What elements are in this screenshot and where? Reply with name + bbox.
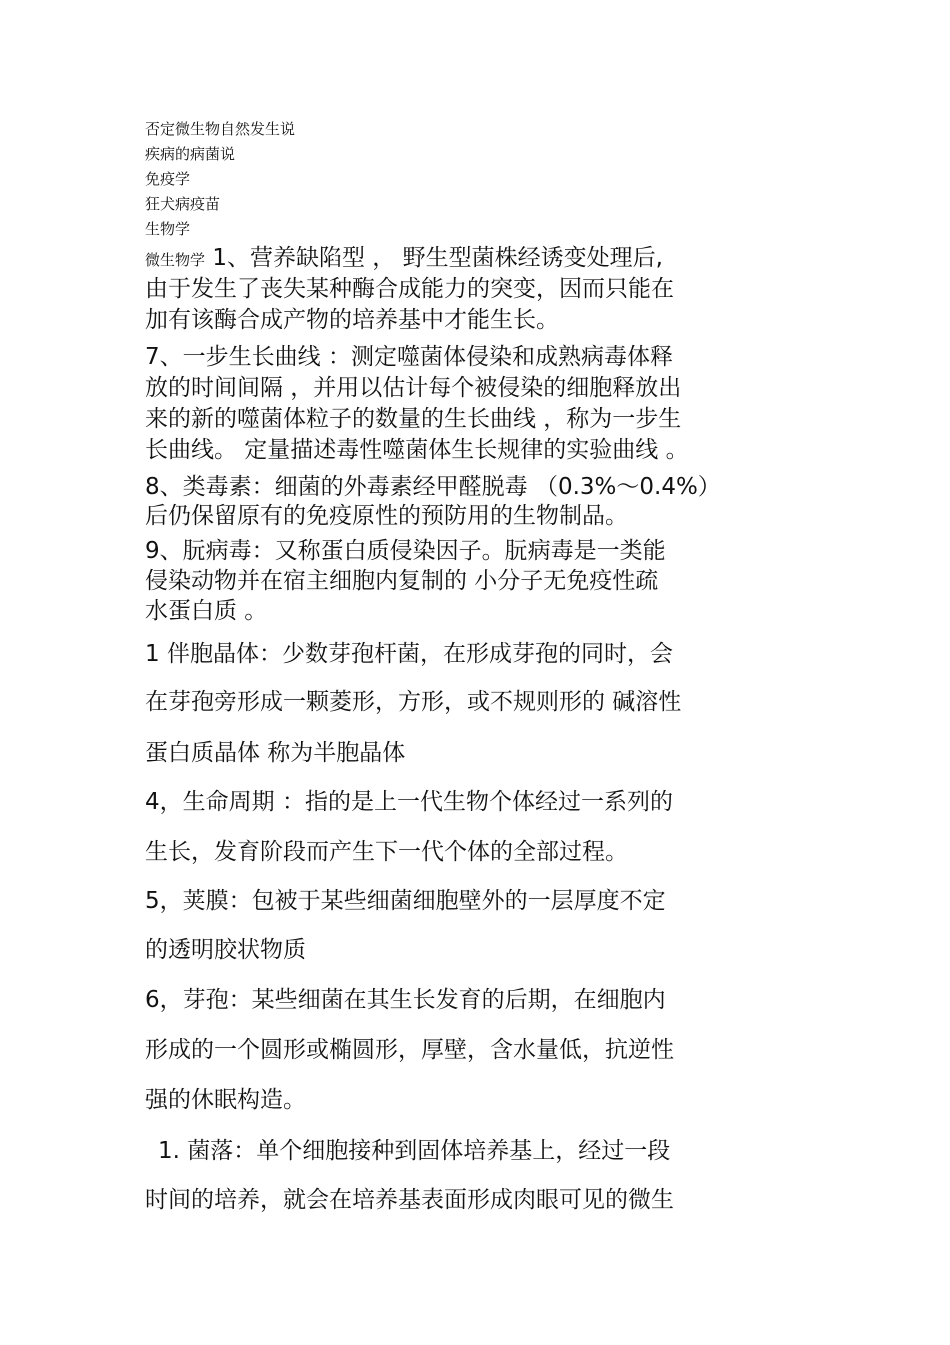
toxoid-line: 8、类毒素：细菌的外毒素经甲醛脱毒 （0.3%～0.4%） (145, 474, 721, 500)
header-term: 免疫学 (145, 170, 191, 188)
capsule-line: 5，荚膜：包被于某些细菌细胞壁外的一层厚度不定 (145, 888, 666, 914)
one-step-line: 来的新的噬菌体粒子的数量的生长曲线 ，称为一步生 (145, 406, 682, 432)
header-term: 狂犬病疫苗 (145, 195, 221, 213)
life-cycle-line: 4，生命周期 ：指的是上一代生物个体经过一系列的 (145, 789, 673, 815)
spore-line: 6，芽孢：某些细菌在其生长发育的后期，在细胞内 (145, 987, 666, 1013)
toxoid-line: 后仍保留原有的免疫原性的预防用的生物制品。 (145, 503, 628, 529)
capsule-line: 的透明胶状物质 (145, 937, 306, 963)
spore-line: 形成的一个圆形或椭圆形，厚壁，含水量低，抗逆性 (145, 1037, 674, 1063)
colony-line: 1. 菌落：单个细胞接种到固体培养基上，经过一段 (158, 1138, 671, 1164)
one-step-line: 7、一步生长曲线 ：测定噬菌体侵染和成熟病毒体释 (145, 344, 673, 370)
auxotroph-line (145, 244, 663, 274)
header-term: 生物学 (145, 220, 191, 238)
prion-line: 水蛋白质 。 (145, 598, 268, 624)
parasporal-line: 在芽孢旁形成一颗菱形，方形，或不规则形的 碱溶性 (145, 689, 682, 715)
life-cycle-line: 生长，发育阶段而产生下一代个体的全部过程。 (145, 839, 628, 865)
header-term: 否定微生物自然发生说 (145, 120, 296, 138)
one-step-line: 放的时间间隔 ，并用以估计每个被侵染的细胞释放出 (145, 375, 682, 401)
header-term: 疾病的病菌说 (145, 145, 236, 163)
prion-line: 侵染动物并在宿主细胞内复制的 小分子无免疫性疏 (145, 568, 659, 594)
auxotroph-line: 由于发生了丧失某种酶合成能力的突变，因而只能在 (145, 276, 674, 302)
colony-line: 时间的培养，就会在培养基表面形成肉眼可见的微生 (145, 1187, 674, 1213)
spore-line: 强的休眠构造。 (145, 1087, 306, 1113)
auxotroph-line: 加有该酶合成产物的培养基中才能生长。 (145, 307, 559, 333)
parasporal-line: 蛋白质晶体 称为半胞晶体 (145, 740, 406, 766)
prion-line: 9、朊病毒：又称蛋白质侵染因子。朊病毒是一类能 (145, 538, 666, 564)
parasporal-line: 1 伴胞晶体：少数芽孢杆菌，在形成芽孢的同时，会 (145, 641, 673, 667)
intro-label: 微生物学 (145, 251, 206, 269)
one-step-line: 长曲线。 定量描述毒性噬菌体生长规律的实验曲线 。 (145, 437, 689, 463)
auxotroph-text: 1、营养缺陷型 ， 野生型菌株经诱变处理后, (212, 245, 663, 271)
